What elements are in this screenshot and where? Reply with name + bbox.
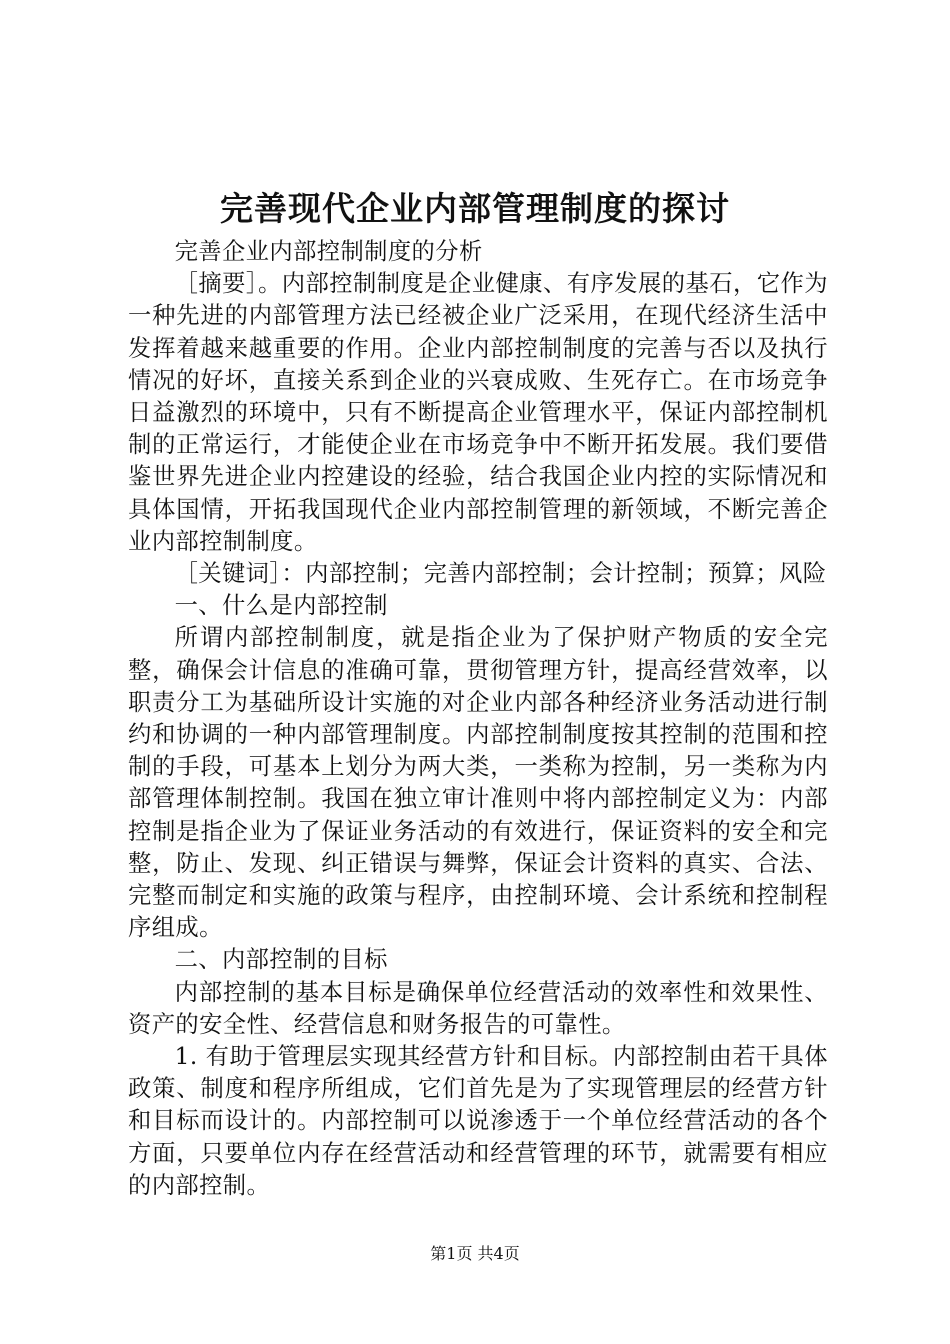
subtitle-paragraph: 完善企业内部控制制度的分析 [174,238,483,265]
section-heading-2: 二、内部控制的目标 [174,946,388,974]
section-heading-1: 一、什么是内部控制 [174,592,388,620]
document-title: 完善现代企业内部管理制度的探讨 [220,189,730,228]
body-paragraph: 1. 有助于管理层实现其经营方针和目标。内部控制由若干具体政策、制度和程序所组成，它们首先是为了实现管理层的经营方针和目标而设计的。内部控制可以说渗透于一个单位经营活动的各个方面，只要单位内存在经营活动和经营管理的环节，就需要有相应的内部控制。 [128,1043,828,1199]
abstract-paragraph: ［摘要］。内部控制制度是企业健康、有序发展的基石，它作为一种先进的内部管理方法已经被企业广泛采用，在现代经济生活中发挥着越来越重要的作用。企业内部控制制度的完善与否以及执行情况的好坏，直接关系到企业的兴衰成败、生死存亡。在市场竞争日益激烈的环境中，只有不断提高企业管理水平，保证内部控制机制的正常运行，才能使企业在市场竞争中不断开拓发展。我们要借鉴世界先进企业内控建设的经验，结合我国企业内控的实际情况和具体国情，开拓我国现代企业内部控制管理的新领域，不断完善企业内部控制制度。 [128,270,828,555]
body-paragraph: 所谓内部控制制度，就是指企业为了保护财产物质的安全完整，确保会计信息的准确可靠，贯彻管理方针，提高经营效率，以职责分工为基础所设计实施的对企业内部各种经济业务活动进行制约和协调的一种内部管理制度。内部控制制度按其控制的范围和控制的手段，可基本上划分为两大类，一类称为控制，另一类称为内部管理体制控制。我国在独立审计准则中将内部控制定义为：内部控制是指企业为了保证业务活动的有效进行，保证资料的安全和完整，防止、发现、纠正错误与舞弊，保证会计资料的真实、合法、完整而制定和实施的政策与程序，由控制环境、会计系统和控制程序组成。 [128,624,828,942]
page-number-footer: 第1页 共4页 [430,1244,520,1263]
document-body [128,236,828,1202]
keywords-paragraph: ［关键词］：内部控制；完善内部控制；会计控制；预算；风险 [174,560,827,588]
body-paragraph: 内部控制的基本目标是确保单位经营活动的效率性和效果性、资产的安全性、经营信息和财务报告的可靠性。 [128,978,828,1038]
